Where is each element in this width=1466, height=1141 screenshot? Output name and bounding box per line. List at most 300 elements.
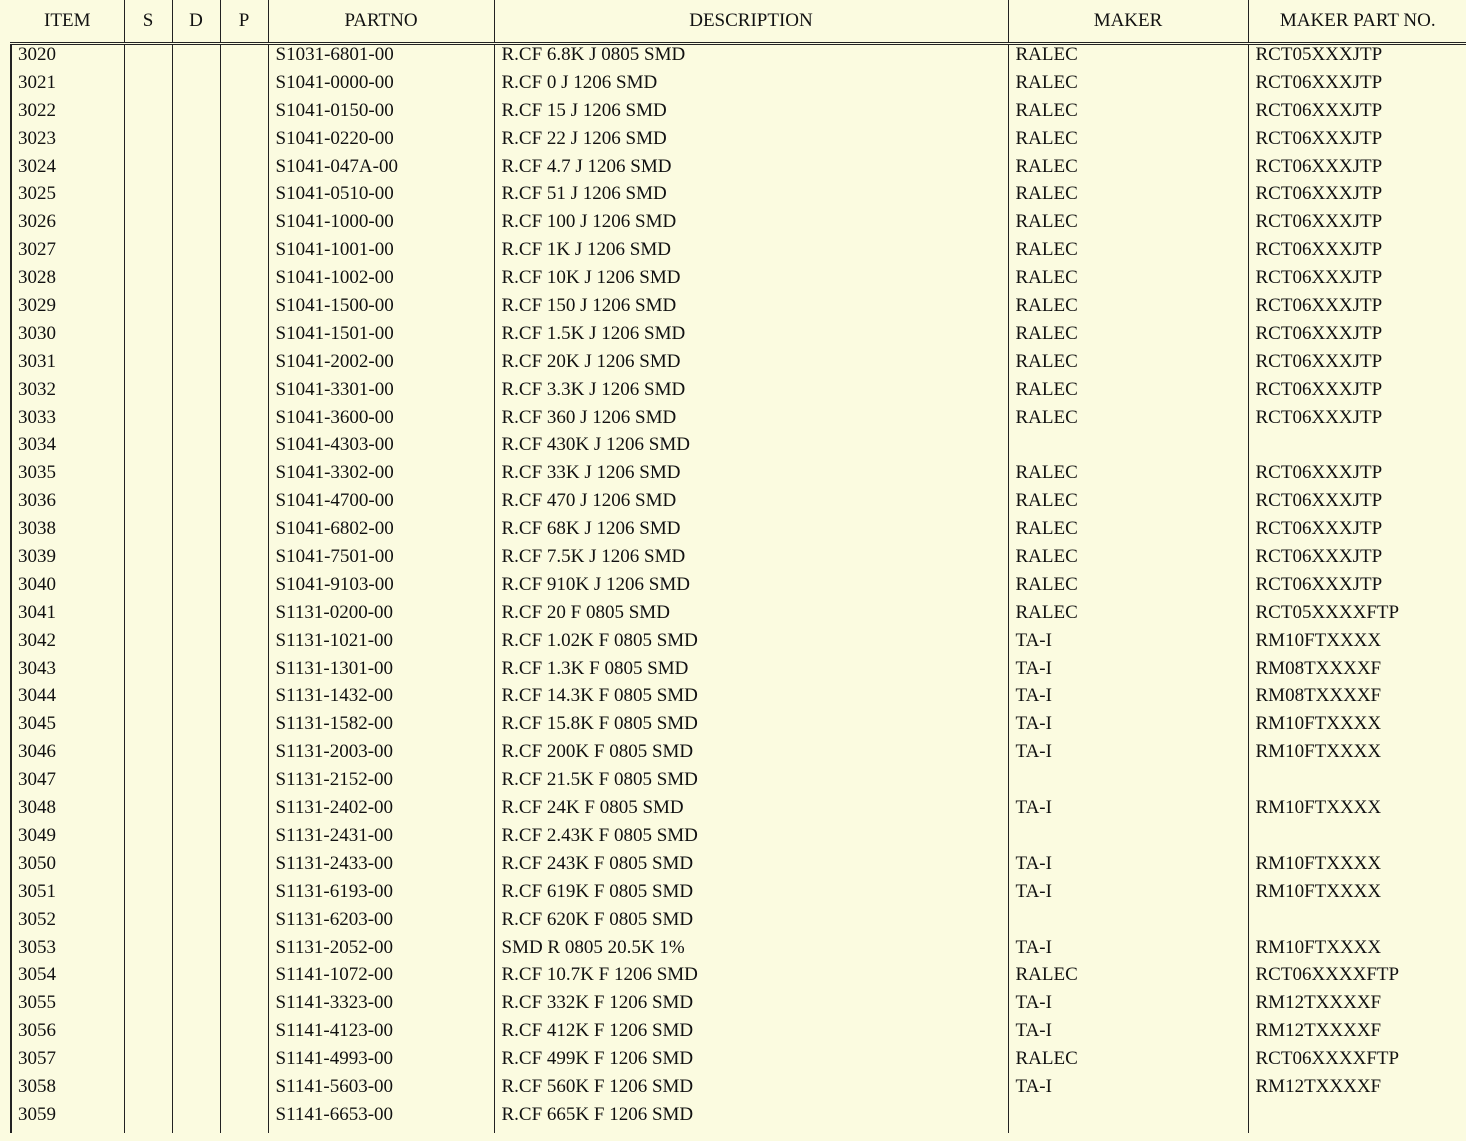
cell-description: R.CF 910K J 1206 SMD xyxy=(494,575,1008,603)
cell-d xyxy=(172,240,220,268)
cell-maker-part-no: RM08TXXXXF xyxy=(1248,659,1466,687)
cell-maker-part-no: RCT06XXXJTP xyxy=(1248,547,1466,575)
cell-d xyxy=(172,826,220,854)
cell-maker-part-no: RCT06XXXJTP xyxy=(1248,157,1466,185)
cell-s xyxy=(124,714,172,742)
table-row xyxy=(11,491,1466,519)
cell-p xyxy=(220,575,268,603)
cell-s xyxy=(124,184,172,212)
cell-item: 3026 xyxy=(11,212,124,240)
cell-item: 3027 xyxy=(11,240,124,268)
cell-description: R.CF 560K F 1206 SMD xyxy=(494,1077,1008,1105)
table-row xyxy=(11,854,1466,882)
table-row xyxy=(11,910,1466,938)
cell-maker-part-no: RM10FTXXXX xyxy=(1248,938,1466,966)
cell-partno: S1141-6653-00 xyxy=(268,1105,494,1133)
cell-p xyxy=(220,101,268,129)
cell-item: 3032 xyxy=(11,380,124,408)
cell-p xyxy=(220,714,268,742)
cell-d xyxy=(172,686,220,714)
cell-s xyxy=(124,854,172,882)
table-row xyxy=(11,882,1466,910)
cell-maker: RALEC xyxy=(1008,603,1248,631)
table-row xyxy=(11,212,1466,240)
table-header xyxy=(11,0,1466,44)
parts-table xyxy=(10,0,1466,1133)
cell-d xyxy=(172,324,220,352)
cell-partno: S1131-1021-00 xyxy=(268,631,494,659)
table-row xyxy=(11,44,1466,73)
cell-p xyxy=(220,938,268,966)
cell-partno: S1141-4123-00 xyxy=(268,1021,494,1049)
cell-d xyxy=(172,910,220,938)
cell-item: 3055 xyxy=(11,993,124,1021)
cell-maker: TA-I xyxy=(1008,686,1248,714)
cell-description: R.CF 21.5K F 0805 SMD xyxy=(494,770,1008,798)
cell-item: 3022 xyxy=(11,101,124,129)
cell-maker-part-no: RCT06XXXJTP xyxy=(1248,324,1466,352)
table-row xyxy=(11,798,1466,826)
cell-partno: S1141-5603-00 xyxy=(268,1077,494,1105)
cell-description: R.CF 10K J 1206 SMD xyxy=(494,268,1008,296)
cell-item: 3049 xyxy=(11,826,124,854)
cell-partno: S1041-047A-00 xyxy=(268,157,494,185)
table-row xyxy=(11,380,1466,408)
cell-description: R.CF 3.3K J 1206 SMD xyxy=(494,380,1008,408)
table-row xyxy=(11,770,1466,798)
cell-maker: RALEC xyxy=(1008,491,1248,519)
cell-maker: RALEC xyxy=(1008,157,1248,185)
cell-s xyxy=(124,742,172,770)
cell-p xyxy=(220,44,268,73)
cell-description: R.CF 22 J 1206 SMD xyxy=(494,129,1008,157)
cell-maker: RALEC xyxy=(1008,463,1248,491)
table-row xyxy=(11,659,1466,687)
header-partno: PARTNO xyxy=(268,0,494,44)
cell-maker-part-no xyxy=(1248,770,1466,798)
cell-p xyxy=(220,435,268,463)
cell-item: 3034 xyxy=(11,435,124,463)
cell-d xyxy=(172,268,220,296)
cell-partno: S1131-2431-00 xyxy=(268,826,494,854)
cell-s xyxy=(124,1105,172,1133)
cell-p xyxy=(220,73,268,101)
cell-partno: S1041-0150-00 xyxy=(268,101,494,129)
cell-maker-part-no: RCT05XXXJTP xyxy=(1248,44,1466,73)
cell-maker xyxy=(1008,770,1248,798)
cell-partno: S1131-0200-00 xyxy=(268,603,494,631)
cell-description: R.CF 200K F 0805 SMD xyxy=(494,742,1008,770)
cell-partno: S1141-3323-00 xyxy=(268,993,494,1021)
cell-maker xyxy=(1008,1105,1248,1133)
cell-description: R.CF 100 J 1206 SMD xyxy=(494,212,1008,240)
cell-maker: TA-I xyxy=(1008,882,1248,910)
cell-maker-part-no xyxy=(1248,435,1466,463)
cell-maker-part-no: RM08TXXXXF xyxy=(1248,686,1466,714)
table-row xyxy=(11,1049,1466,1077)
cell-d xyxy=(172,491,220,519)
cell-s xyxy=(124,268,172,296)
cell-p xyxy=(220,686,268,714)
cell-d xyxy=(172,965,220,993)
cell-p xyxy=(220,547,268,575)
cell-s xyxy=(124,296,172,324)
header-description: DESCRIPTION xyxy=(494,0,1008,44)
cell-item: 3048 xyxy=(11,798,124,826)
cell-partno: S1041-3301-00 xyxy=(268,380,494,408)
cell-s xyxy=(124,686,172,714)
cell-s xyxy=(124,965,172,993)
cell-item: 3051 xyxy=(11,882,124,910)
cell-maker-part-no xyxy=(1248,1105,1466,1133)
table-body xyxy=(11,44,1466,1133)
cell-s xyxy=(124,993,172,1021)
cell-d xyxy=(172,212,220,240)
cell-p xyxy=(220,993,268,1021)
table-row xyxy=(11,101,1466,129)
cell-description: R.CF 14.3K F 0805 SMD xyxy=(494,686,1008,714)
cell-maker: TA-I xyxy=(1008,714,1248,742)
cell-maker-part-no: RM12TXXXXF xyxy=(1248,993,1466,1021)
cell-p xyxy=(220,742,268,770)
cell-maker: RALEC xyxy=(1008,73,1248,101)
cell-item: 3028 xyxy=(11,268,124,296)
cell-p xyxy=(220,268,268,296)
cell-item: 3035 xyxy=(11,463,124,491)
cell-maker-part-no: RCT06XXXJTP xyxy=(1248,519,1466,547)
cell-item: 3047 xyxy=(11,770,124,798)
cell-partno: S1131-2003-00 xyxy=(268,742,494,770)
cell-description: R.CF 1.02K F 0805 SMD xyxy=(494,631,1008,659)
cell-description: R.CF 2.43K F 0805 SMD xyxy=(494,826,1008,854)
cell-item: 3023 xyxy=(11,129,124,157)
header-row xyxy=(11,0,1466,44)
table-row xyxy=(11,547,1466,575)
cell-partno: S1131-2152-00 xyxy=(268,770,494,798)
cell-d xyxy=(172,73,220,101)
cell-d xyxy=(172,798,220,826)
cell-s xyxy=(124,882,172,910)
cell-s xyxy=(124,1021,172,1049)
cell-s xyxy=(124,826,172,854)
cell-maker-part-no: RM10FTXXXX xyxy=(1248,714,1466,742)
cell-partno: S1041-4700-00 xyxy=(268,491,494,519)
cell-partno: S1131-6203-00 xyxy=(268,910,494,938)
header-s: S xyxy=(124,0,172,44)
cell-s xyxy=(124,603,172,631)
cell-maker: RALEC xyxy=(1008,268,1248,296)
cell-item: 3045 xyxy=(11,714,124,742)
cell-p xyxy=(220,1021,268,1049)
cell-partno: S1041-3302-00 xyxy=(268,463,494,491)
cell-partno: S1041-0220-00 xyxy=(268,129,494,157)
table-row xyxy=(11,73,1466,101)
cell-partno: S1041-1001-00 xyxy=(268,240,494,268)
cell-maker: RALEC xyxy=(1008,408,1248,436)
cell-p xyxy=(220,965,268,993)
header-p: P xyxy=(220,0,268,44)
table-row xyxy=(11,575,1466,603)
cell-d xyxy=(172,1021,220,1049)
cell-maker-part-no: RM10FTXXXX xyxy=(1248,631,1466,659)
cell-item: 3043 xyxy=(11,659,124,687)
cell-d xyxy=(172,631,220,659)
cell-description: R.CF 499K F 1206 SMD xyxy=(494,1049,1008,1077)
cell-item: 3040 xyxy=(11,575,124,603)
cell-maker: TA-I xyxy=(1008,938,1248,966)
cell-d xyxy=(172,1105,220,1133)
cell-maker-part-no: RM12TXXXXF xyxy=(1248,1077,1466,1105)
cell-d xyxy=(172,44,220,73)
cell-item: 3020 xyxy=(11,44,124,73)
header-maker-part-no: MAKER PART NO. xyxy=(1248,0,1466,44)
cell-partno: S1041-9103-00 xyxy=(268,575,494,603)
table-row xyxy=(11,686,1466,714)
cell-s xyxy=(124,240,172,268)
cell-maker-part-no: RCT06XXXJTP xyxy=(1248,575,1466,603)
cell-item: 3033 xyxy=(11,408,124,436)
cell-description: R.CF 1.3K F 0805 SMD xyxy=(494,659,1008,687)
cell-description: R.CF 33K J 1206 SMD xyxy=(494,463,1008,491)
cell-maker-part-no: RCT06XXXJTP xyxy=(1248,101,1466,129)
cell-s xyxy=(124,1077,172,1105)
table-row xyxy=(11,296,1466,324)
cell-maker: TA-I xyxy=(1008,659,1248,687)
cell-d xyxy=(172,659,220,687)
cell-partno: S1131-2433-00 xyxy=(268,854,494,882)
table-row xyxy=(11,157,1466,185)
cell-maker-part-no: RCT06XXXJTP xyxy=(1248,352,1466,380)
cell-item: 3025 xyxy=(11,184,124,212)
cell-maker: TA-I xyxy=(1008,1077,1248,1105)
cell-partno: S1041-1501-00 xyxy=(268,324,494,352)
cell-partno: S1131-6193-00 xyxy=(268,882,494,910)
cell-partno: S1141-4993-00 xyxy=(268,1049,494,1077)
cell-partno: S1041-0510-00 xyxy=(268,184,494,212)
cell-maker-part-no: RCT06XXXJTP xyxy=(1248,491,1466,519)
cell-description: R.CF 7.5K J 1206 SMD xyxy=(494,547,1008,575)
cell-maker: RALEC xyxy=(1008,296,1248,324)
table-row xyxy=(11,240,1466,268)
cell-item: 3046 xyxy=(11,742,124,770)
cell-d xyxy=(172,101,220,129)
cell-d xyxy=(172,1077,220,1105)
cell-s xyxy=(124,659,172,687)
cell-item: 3029 xyxy=(11,296,124,324)
cell-maker-part-no xyxy=(1248,826,1466,854)
table-row xyxy=(11,408,1466,436)
table-row xyxy=(11,352,1466,380)
cell-maker-part-no: RM10FTXXXX xyxy=(1248,742,1466,770)
cell-maker: RALEC xyxy=(1008,240,1248,268)
cell-maker xyxy=(1008,826,1248,854)
table-row xyxy=(11,965,1466,993)
cell-p xyxy=(220,659,268,687)
cell-d xyxy=(172,993,220,1021)
cell-s xyxy=(124,463,172,491)
cell-partno: S1041-7501-00 xyxy=(268,547,494,575)
cell-s xyxy=(124,631,172,659)
cell-partno: S1041-1500-00 xyxy=(268,296,494,324)
cell-maker xyxy=(1008,435,1248,463)
cell-description: R.CF 4.7 J 1206 SMD xyxy=(494,157,1008,185)
cell-s xyxy=(124,73,172,101)
cell-partno: S1131-1301-00 xyxy=(268,659,494,687)
cell-partno: S1041-0000-00 xyxy=(268,73,494,101)
cell-s xyxy=(124,798,172,826)
cell-p xyxy=(220,1077,268,1105)
cell-maker-part-no: RCT06XXXXFTP xyxy=(1248,965,1466,993)
cell-partno: S1131-1582-00 xyxy=(268,714,494,742)
cell-item: 3036 xyxy=(11,491,124,519)
cell-maker: TA-I xyxy=(1008,993,1248,1021)
table-row xyxy=(11,184,1466,212)
cell-maker-part-no: RM10FTXXXX xyxy=(1248,798,1466,826)
cell-partno: S1041-4303-00 xyxy=(268,435,494,463)
cell-maker: RALEC xyxy=(1008,44,1248,73)
cell-maker-part-no: RCT06XXXJTP xyxy=(1248,240,1466,268)
cell-description: R.CF 24K F 0805 SMD xyxy=(494,798,1008,826)
cell-description: R.CF 1.5K J 1206 SMD xyxy=(494,324,1008,352)
cell-item: 3057 xyxy=(11,1049,124,1077)
cell-maker: RALEC xyxy=(1008,380,1248,408)
cell-p xyxy=(220,854,268,882)
cell-p xyxy=(220,882,268,910)
cell-d xyxy=(172,714,220,742)
cell-s xyxy=(124,212,172,240)
cell-d xyxy=(172,157,220,185)
cell-item: 3053 xyxy=(11,938,124,966)
cell-item: 3052 xyxy=(11,910,124,938)
cell-s xyxy=(124,770,172,798)
cell-partno: S1131-2402-00 xyxy=(268,798,494,826)
cell-maker-part-no: RCT06XXXJTP xyxy=(1248,296,1466,324)
table-row xyxy=(11,993,1466,1021)
cell-item: 3024 xyxy=(11,157,124,185)
cell-s xyxy=(124,352,172,380)
cell-item: 3058 xyxy=(11,1077,124,1105)
cell-s xyxy=(124,324,172,352)
cell-description: R.CF 1K J 1206 SMD xyxy=(494,240,1008,268)
cell-d xyxy=(172,770,220,798)
cell-description: R.CF 620K F 0805 SMD xyxy=(494,910,1008,938)
cell-maker-part-no: RM12TXXXXF xyxy=(1248,1021,1466,1049)
cell-maker: RALEC xyxy=(1008,519,1248,547)
cell-s xyxy=(124,575,172,603)
cell-d xyxy=(172,519,220,547)
cell-p xyxy=(220,826,268,854)
cell-s xyxy=(124,547,172,575)
cell-description: R.CF 10.7K F 1206 SMD xyxy=(494,965,1008,993)
cell-s xyxy=(124,910,172,938)
cell-maker-part-no: RCT06XXXJTP xyxy=(1248,73,1466,101)
cell-d xyxy=(172,435,220,463)
cell-d xyxy=(172,296,220,324)
cell-p xyxy=(220,1105,268,1133)
cell-p xyxy=(220,910,268,938)
cell-item: 3031 xyxy=(11,352,124,380)
cell-p xyxy=(220,491,268,519)
cell-maker: RALEC xyxy=(1008,184,1248,212)
cell-maker: RALEC xyxy=(1008,1049,1248,1077)
cell-item: 3038 xyxy=(11,519,124,547)
cell-description: SMD R 0805 20.5K 1% xyxy=(494,938,1008,966)
table-row xyxy=(11,1021,1466,1049)
cell-description: R.CF 0 J 1206 SMD xyxy=(494,73,1008,101)
cell-partno: S1141-1072-00 xyxy=(268,965,494,993)
cell-s xyxy=(124,938,172,966)
cell-p xyxy=(220,212,268,240)
cell-item: 3056 xyxy=(11,1021,124,1049)
cell-p xyxy=(220,184,268,212)
cell-description: R.CF 412K F 1206 SMD xyxy=(494,1021,1008,1049)
cell-maker-part-no: RCT06XXXJTP xyxy=(1248,212,1466,240)
cell-maker: RALEC xyxy=(1008,129,1248,157)
cell-description: R.CF 20K J 1206 SMD xyxy=(494,352,1008,380)
cell-s xyxy=(124,157,172,185)
cell-p xyxy=(220,1049,268,1077)
cell-s xyxy=(124,129,172,157)
cell-maker: RALEC xyxy=(1008,352,1248,380)
cell-description: R.CF 51 J 1206 SMD xyxy=(494,184,1008,212)
cell-partno: S1041-1002-00 xyxy=(268,268,494,296)
cell-description: R.CF 430K J 1206 SMD xyxy=(494,435,1008,463)
cell-maker-part-no: RCT06XXXJTP xyxy=(1248,268,1466,296)
cell-maker: TA-I xyxy=(1008,798,1248,826)
cell-d xyxy=(172,854,220,882)
cell-maker-part-no: RCT06XXXJTP xyxy=(1248,184,1466,212)
cell-maker: RALEC xyxy=(1008,575,1248,603)
table-row xyxy=(11,1105,1466,1133)
cell-maker: TA-I xyxy=(1008,854,1248,882)
table-row xyxy=(11,129,1466,157)
cell-d xyxy=(172,882,220,910)
cell-d xyxy=(172,129,220,157)
cell-d xyxy=(172,380,220,408)
table-row xyxy=(11,324,1466,352)
cell-p xyxy=(220,770,268,798)
table-row xyxy=(11,603,1466,631)
cell-d xyxy=(172,463,220,491)
cell-item: 3039 xyxy=(11,547,124,575)
cell-partno: S1131-2052-00 xyxy=(268,938,494,966)
cell-item: 3042 xyxy=(11,631,124,659)
cell-description: R.CF 360 J 1206 SMD xyxy=(494,408,1008,436)
cell-p xyxy=(220,352,268,380)
cell-description: R.CF 665K F 1206 SMD xyxy=(494,1105,1008,1133)
cell-d xyxy=(172,352,220,380)
cell-partno: S1131-1432-00 xyxy=(268,686,494,714)
cell-item: 3030 xyxy=(11,324,124,352)
cell-maker-part-no xyxy=(1248,910,1466,938)
table-row xyxy=(11,435,1466,463)
cell-maker-part-no: RM10FTXXXX xyxy=(1248,854,1466,882)
table-row xyxy=(11,938,1466,966)
cell-maker: TA-I xyxy=(1008,742,1248,770)
cell-maker: RALEC xyxy=(1008,324,1248,352)
header-d: D xyxy=(172,0,220,44)
cell-partno: S1041-1000-00 xyxy=(268,212,494,240)
table-row xyxy=(11,463,1466,491)
cell-s xyxy=(124,44,172,73)
cell-p xyxy=(220,157,268,185)
cell-p xyxy=(220,380,268,408)
cell-s xyxy=(124,408,172,436)
cell-p xyxy=(220,129,268,157)
cell-p xyxy=(220,463,268,491)
cell-p xyxy=(220,603,268,631)
cell-maker-part-no: RCT06XXXJTP xyxy=(1248,129,1466,157)
